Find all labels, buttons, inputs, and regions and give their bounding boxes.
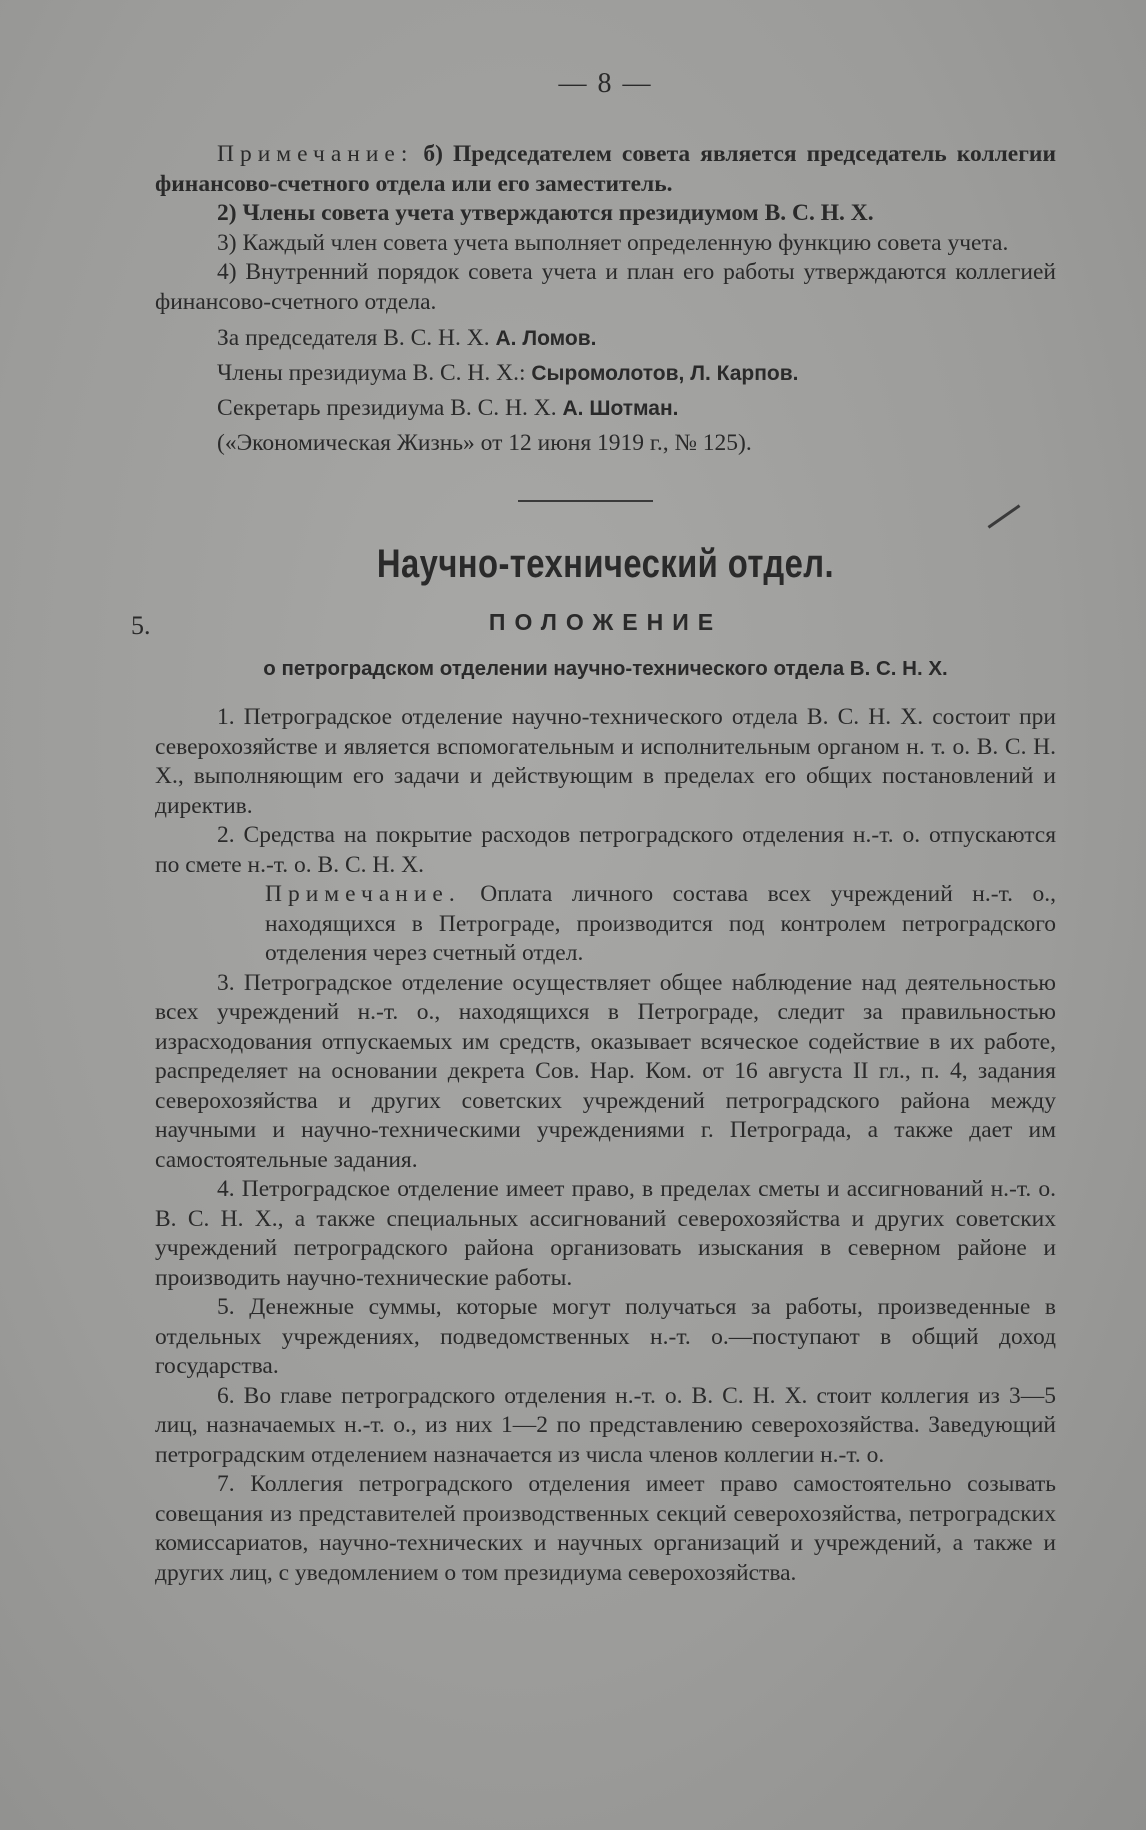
signature-chair (155, 321, 1056, 356)
article-4: 4. Петроградское отделение имеет право, в пределах сметы и ассигнований н.-т. о. В. С. Н. Х., а также специальных ассигнований северохозяйства и других советских учреждений петроградского района организовать изыскания в северном районе и производить научно-технические работы. (155, 1176, 1056, 1291)
article-6: 6. Во главе петроградского отделения н.-т. о. В. С. Н. Х. стоит коллегия из 3—5 лиц, назначаемых н.-т. о., из них 1—2 по представлению северохозяйства. Заведующий петроградским отделением назначается из числа членов коллегии н.-т. о. (155, 1382, 1056, 1468)
article-5: 5. Денежные суммы, которые могут получаться за работы, произведенные в отдельных учреждениях, подведомственных н.-т. о.—поступают в общий доход государства. (155, 1294, 1056, 1379)
document-number: 5. (131, 611, 151, 640)
intro-item-3: 3) Каждый член совета учета выполняет определенную функцию совета учета. (217, 229, 1009, 256)
intro-item-2: 2) Члены совета учета утверждаются президиумом В. С. Н. Х. (217, 200, 874, 226)
document-heading: ПОЛОЖЕНИЕ (488, 609, 723, 635)
signature-members-names: Сыромолотов, Л. Карпов. (531, 362, 799, 385)
article-2-note-label: Примечание. (265, 881, 461, 907)
section-title: Научно-технический отдел. (376, 542, 835, 586)
signature-members (155, 356, 1056, 391)
intro-note (155, 140, 1056, 199)
signature-secretary-prefix: Секретарь президиума В. С. Н. Х. (217, 395, 563, 421)
source-citation: («Экономическая Жизнь» от 12 июня 1919 г., № 125). (217, 430, 752, 456)
signature-members-prefix: Члены президиума В. С. Н. Х.: (217, 360, 532, 386)
signature-chair-prefix: За председателя В. С. Н. Х. (217, 325, 496, 351)
article-2-note-text: Оплата личного состава всех учреждений н.-т. о., находящихся в Петрограде, производится под контролем петроградского отделения через счетный отдел. (265, 881, 1056, 966)
signature-secretary-name: А. Шотман. (562, 397, 679, 420)
signature-chair-name: А. Ломов. (495, 327, 597, 350)
article-7: 7. Коллегия петроградского отделения имеет право самостоятельно созывать совещания из представителей производственных секций северохозяйства, петроградских комиссариатов, научно-технических и научных организаций и учреждений, а также и других лиц, с уведомлением о том президиума северохозяйства. (155, 1471, 1056, 1586)
intro-note-label: Примечание: (217, 141, 414, 167)
intro-item-4: 4) Внутренний порядок совета учета и план его работы утверждаются коллегией финансово-счетного отдела. (155, 259, 1056, 315)
intro-note-text: б) Председателем совета является председатель коллегии финансово-счетного отдела или его заместитель. (155, 141, 1056, 197)
section-divider (518, 500, 653, 502)
article-1: 1. Петроградское отделение научно-технического отдела В. С. Н. Х. состоит при северохозяйстве и является вспомогательным и исполнительным органом н. т. о. В. С. Н. Х., выполняющим его задачи и действующим в пределах его общих постановлений и директив. (155, 704, 1056, 819)
page-number: — 8 — (558, 68, 653, 99)
document-subtitle: о петроградском отделении научно-техничеcкого отдела В. С. Н. Х. (263, 657, 948, 680)
signature-secretary (155, 391, 1056, 426)
article-3: 3. Петроградское отделение осуществляет общее наблюдение над деятельностью всех учреждений н.-т. о., находящихся в Петрограде, следит за правильностью израсходования отпускаемых им средств, оказывает всяческое содействие в их работе, распределяет на основании декрета Сов. Нар. Ком. от 16 августа II гл., п. 4, задания северохозяйства и других советских учреждений петроградского района между научными и научно-техническими учреждениями г. Петрограда, а также дает им самостоятельные задания. (155, 969, 1056, 1173)
article-2-note (155, 880, 1056, 969)
pencil-mark (988, 504, 1021, 528)
article-2: 2. Средства на покрытие расходов петроградского отделения н.-т. о. отпускаются по смете н.-т. о. В. С. Н. Х. (155, 822, 1056, 878)
document-heading-row (131, 605, 1056, 645)
